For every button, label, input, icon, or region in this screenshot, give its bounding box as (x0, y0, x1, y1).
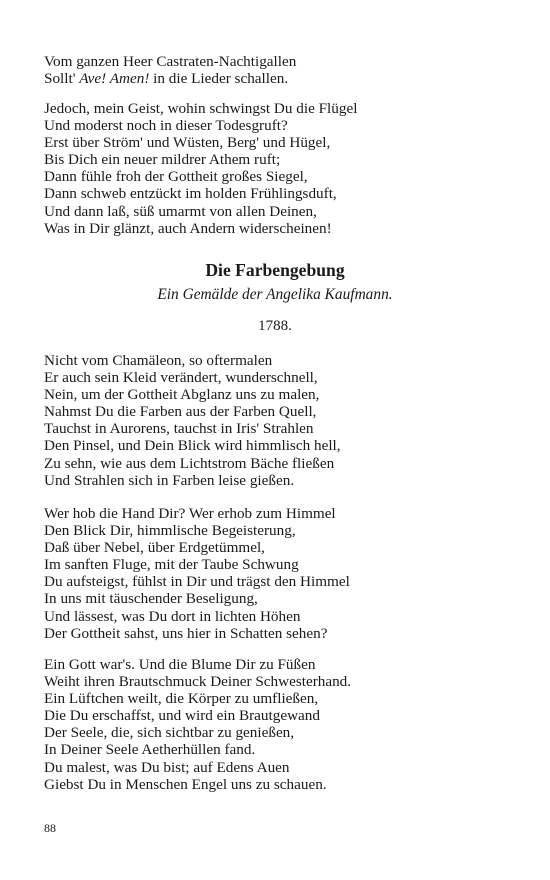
verse-line: Ein Gott war's. Und die Blume Dir zu Füßen (44, 656, 316, 673)
verse-line: Im sanften Fluge, mit der Taube Schwung (44, 556, 299, 574)
verse-line: Vom ganzen Heer Castraten-Nachtigallen (44, 53, 297, 70)
stanza-3 (44, 656, 514, 793)
verse-line: Dann fühle froh der Gottheit großes Siegel, (44, 168, 308, 186)
verse-line: Zu sehn, wie aus dem Lichtstrom Bäche fließen (44, 454, 335, 472)
verse-line: Der Gottheit sahst, uns hier in Schatten sehen? (44, 624, 328, 642)
verse-line: Du aufsteigst, fühlst in Dir und trägst den Himmel (44, 573, 350, 591)
verse-line: Bis Dich ein neuer mildrer Athem ruft; (44, 151, 281, 169)
verse-line: Daß über Nebel, über Erdgetümmel, (44, 539, 265, 557)
verse-segment: in die Lieder schallen. (149, 70, 289, 88)
verse-line: Nicht vom Chamäleon, so oftermalen (44, 352, 273, 369)
page-number: 88 (44, 821, 56, 835)
stanza-1 (44, 352, 514, 489)
stanza-continued-end (44, 53, 514, 87)
verse-line: Jedoch, mein Geist, wohin schwingst Du die Flügel (44, 100, 358, 117)
verse-line: Der Seele, die, sich sichtbar zu genießen, (44, 724, 295, 742)
verse-segment: Sollt' (44, 70, 80, 88)
verse-line: Tauchst in Aurorens, tauchst in Iris' Strahlen (44, 420, 314, 438)
stanza-closing (44, 100, 514, 237)
verse-line: Er auch sein Kleid verändert, wunderschnell, (44, 369, 318, 387)
verse-segment-italic: Ave! Amen! (79, 70, 150, 88)
poem-year-text: 1788. (258, 318, 292, 334)
poem-year (0, 318, 550, 335)
verse-line: Und lässest, was Du dort in lichten Höhen (44, 607, 301, 625)
verse-line: Was in Dir glänzt, auch Andern widerscheinen! (44, 219, 332, 237)
verse-line: Giebst Du in Menschen Engel uns zu schauen. (44, 775, 327, 793)
verse-line: Weiht ihren Brautschmuck Deiner Schwesterhand. (44, 673, 352, 691)
verse-line: Den Pinsel, und Dein Blick wird himmlisch hell, (44, 437, 341, 455)
verse-line: Ein Lüftchen weilt, die Körper zu umfließen, (44, 690, 319, 708)
verse-line: Wer hob die Hand Dir? Wer erhob zum Himmel (44, 505, 336, 522)
verse-line (44, 70, 514, 87)
verse-line: Die Du erschaffst, und wird ein Brautgewand (44, 707, 320, 725)
verse-line: In uns mit täuschender Beseligung, (44, 590, 258, 608)
poem-subtitle (0, 286, 550, 304)
verse-line: Nahmst Du die Farben aus der Farben Quell, (44, 403, 317, 421)
verse-line: Dann schweb entzückt im holden Frühlingsduft, (44, 185, 337, 203)
verse-line: Den Blick Dir, himmlische Begeisterung, (44, 522, 296, 540)
verse-line: Erst über Ström' und Wüsten, Berg' und Hügel, (44, 134, 331, 152)
poem-title (0, 260, 550, 281)
stanza-2 (44, 505, 514, 642)
verse-line: Nein, um der Gottheit Abglanz uns zu malen, (44, 386, 320, 404)
verse-line: Du malest, was Du bist; auf Edens Auen (44, 758, 290, 776)
verse-line: Und Strahlen sich in Farben leise gießen. (44, 471, 295, 489)
verse-line: Und moderst noch in dieser Todesgruft? (44, 117, 288, 135)
poem-subtitle-text: Ein Gemälde der Angelika Kaufmann. (157, 286, 393, 303)
verse-line: Und dann laß, süß umarmt von allen Deinen, (44, 202, 317, 220)
poem-title-text: Die Farbengebung (205, 260, 345, 280)
verse-line: In Deiner Seele Aetherhüllen fand. (44, 741, 256, 759)
